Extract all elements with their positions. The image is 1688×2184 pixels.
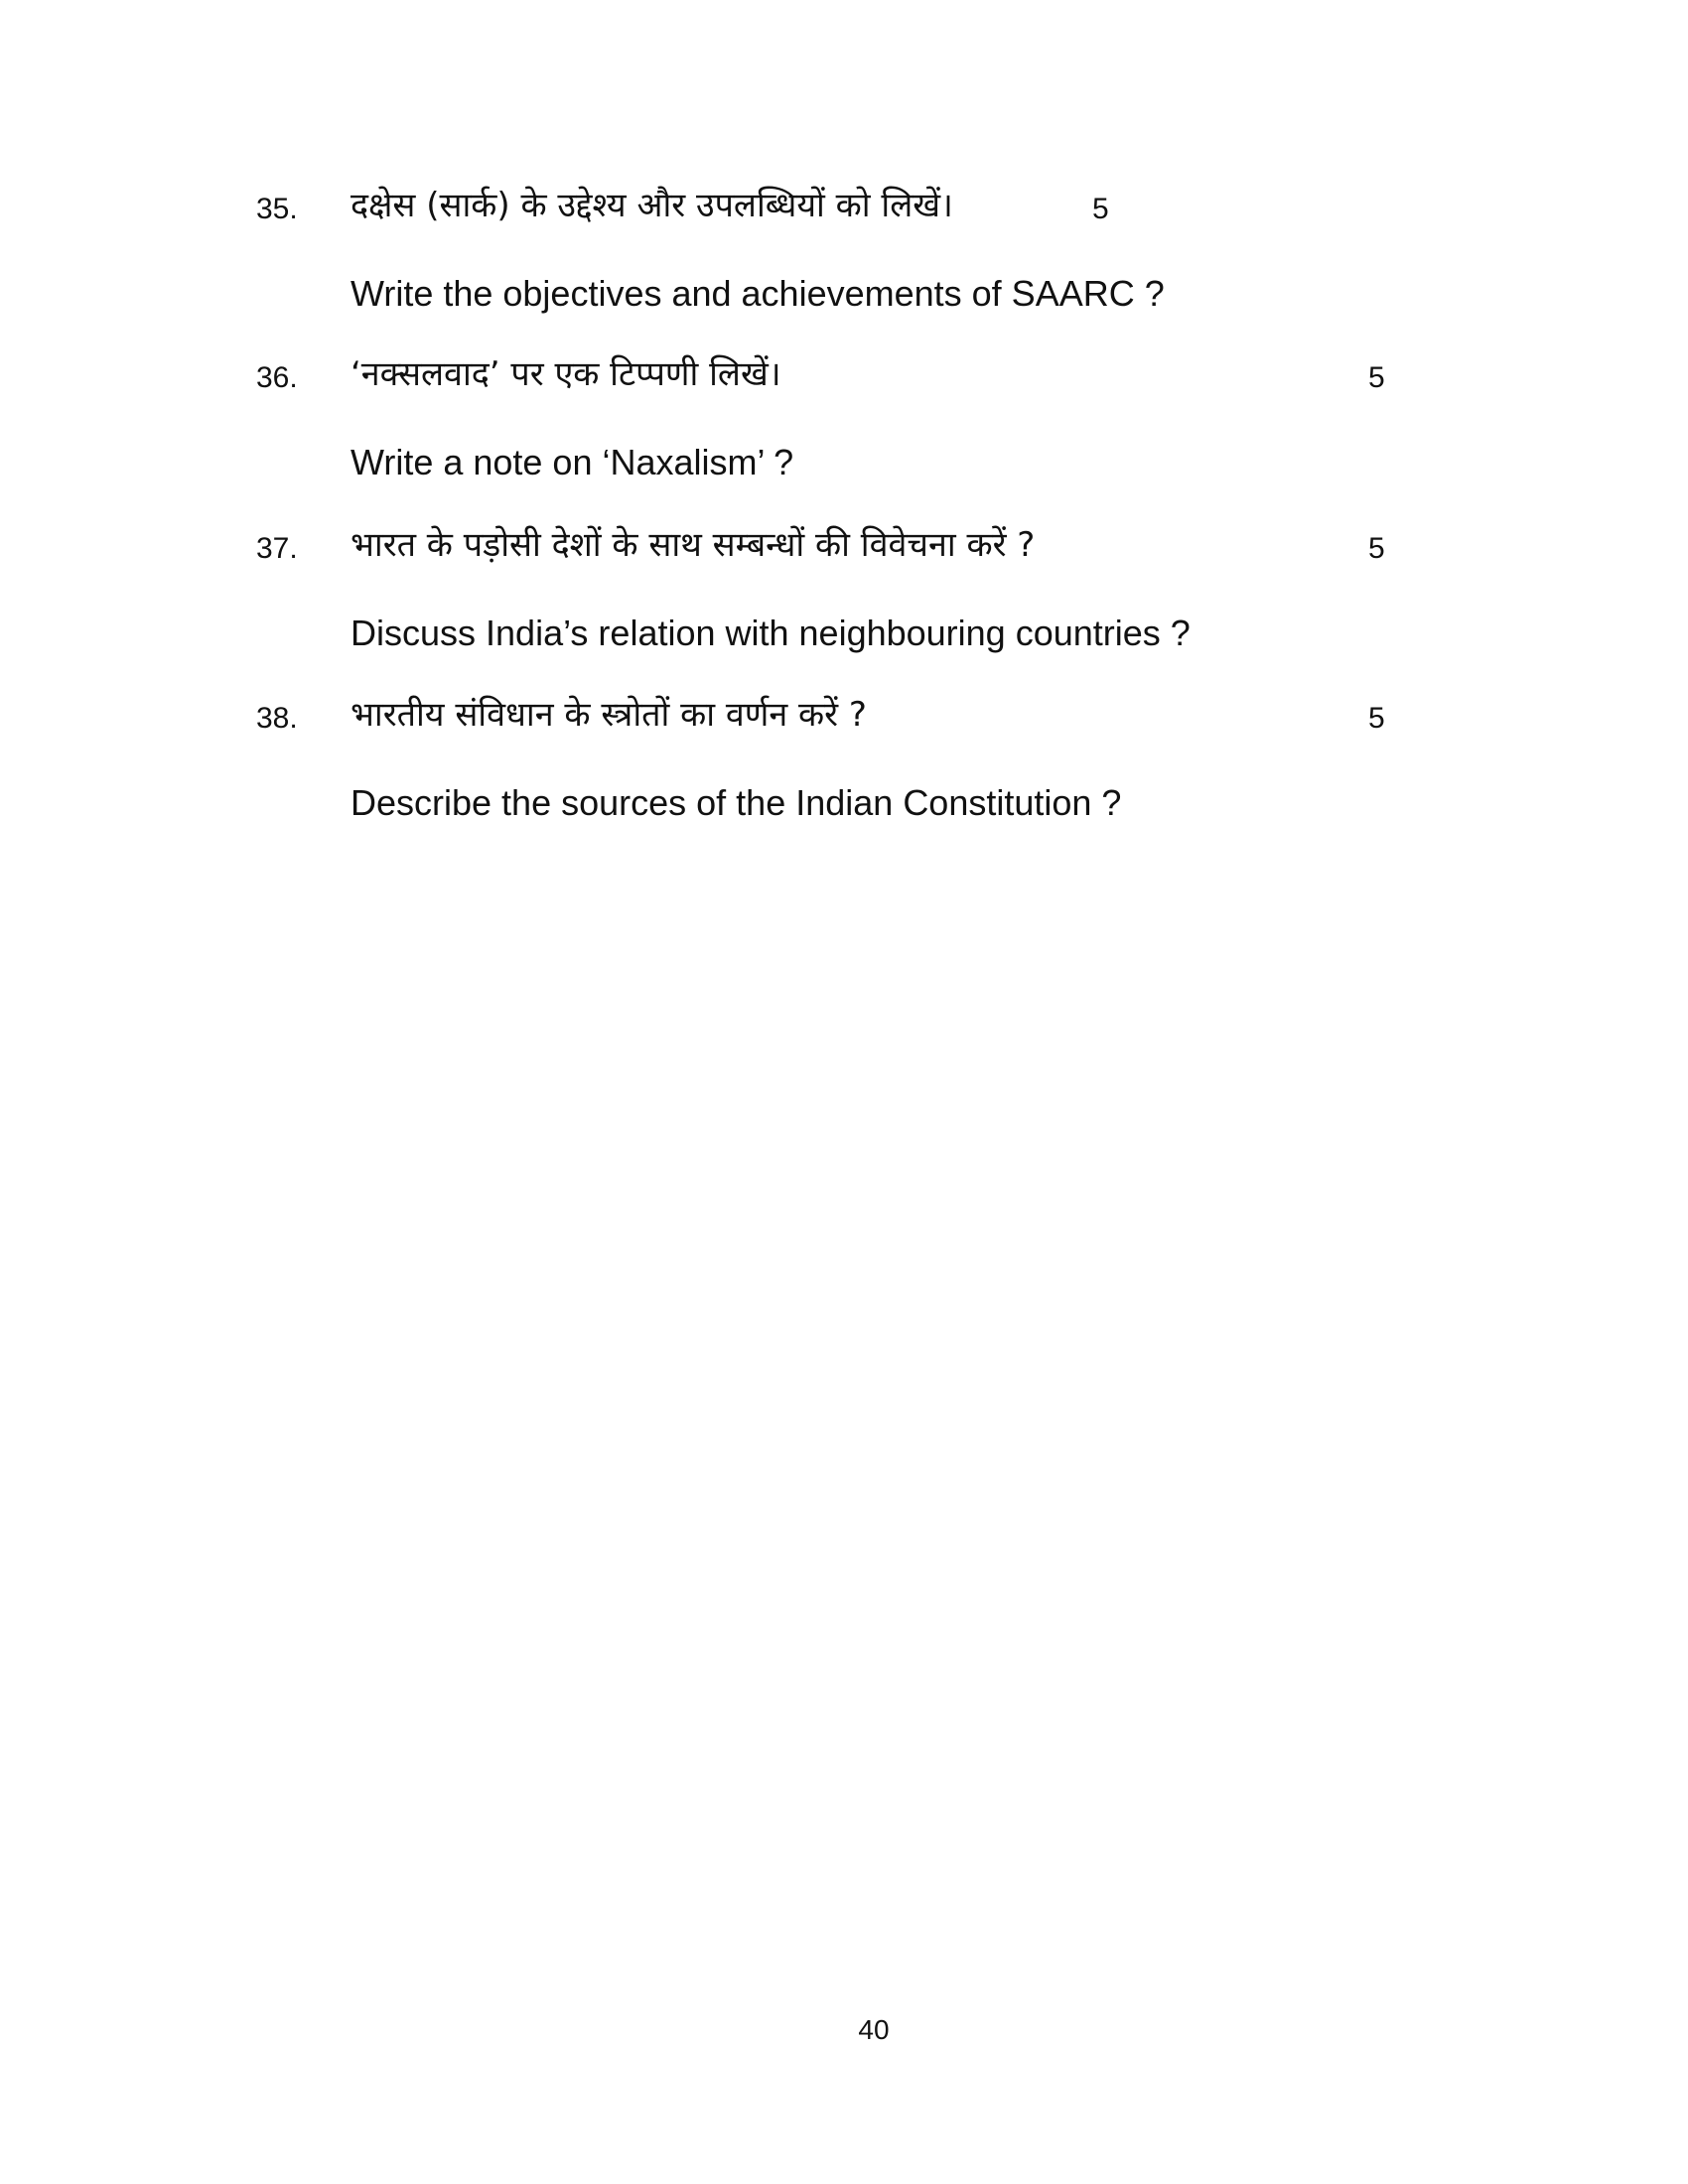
question-text-hindi: ‘नक्सलवाद’ पर एक टिप्पणी लिखें। xyxy=(351,354,781,394)
page-number: 40 xyxy=(858,2014,890,2045)
question-text-hindi: दक्षेस (सार्क) के उद्देश्य और उपलब्धियों को लिखें। xyxy=(351,186,953,225)
question-marks: 5 xyxy=(1092,193,1109,225)
question-text-english: Write a note on ‘Naxalism’ ? xyxy=(351,442,794,482)
question-text-hindi: भारतीय संविधान के स्त्रोतों का वर्णन करें ? xyxy=(351,695,867,735)
question-number: 37. xyxy=(256,532,298,565)
question-text-english: Describe the sources of the Indian Constitution ? xyxy=(351,782,1122,823)
question-text-english: Discuss India’s relation with neighbouring countries ? xyxy=(351,613,1191,653)
question-marks: 5 xyxy=(1368,361,1385,394)
question-number: 36. xyxy=(256,361,298,394)
question-text-hindi: भारत के पड़ोसी देशों के साथ सम्बन्धों की विवेचना करें ? xyxy=(351,525,1036,565)
question-marks: 5 xyxy=(1368,532,1385,565)
question-number: 38. xyxy=(256,702,298,735)
question-text-english: Write the objectives and achievements of SAARC ? xyxy=(351,273,1165,314)
question-number: 35. xyxy=(256,193,298,225)
question-marks: 5 xyxy=(1368,702,1385,735)
